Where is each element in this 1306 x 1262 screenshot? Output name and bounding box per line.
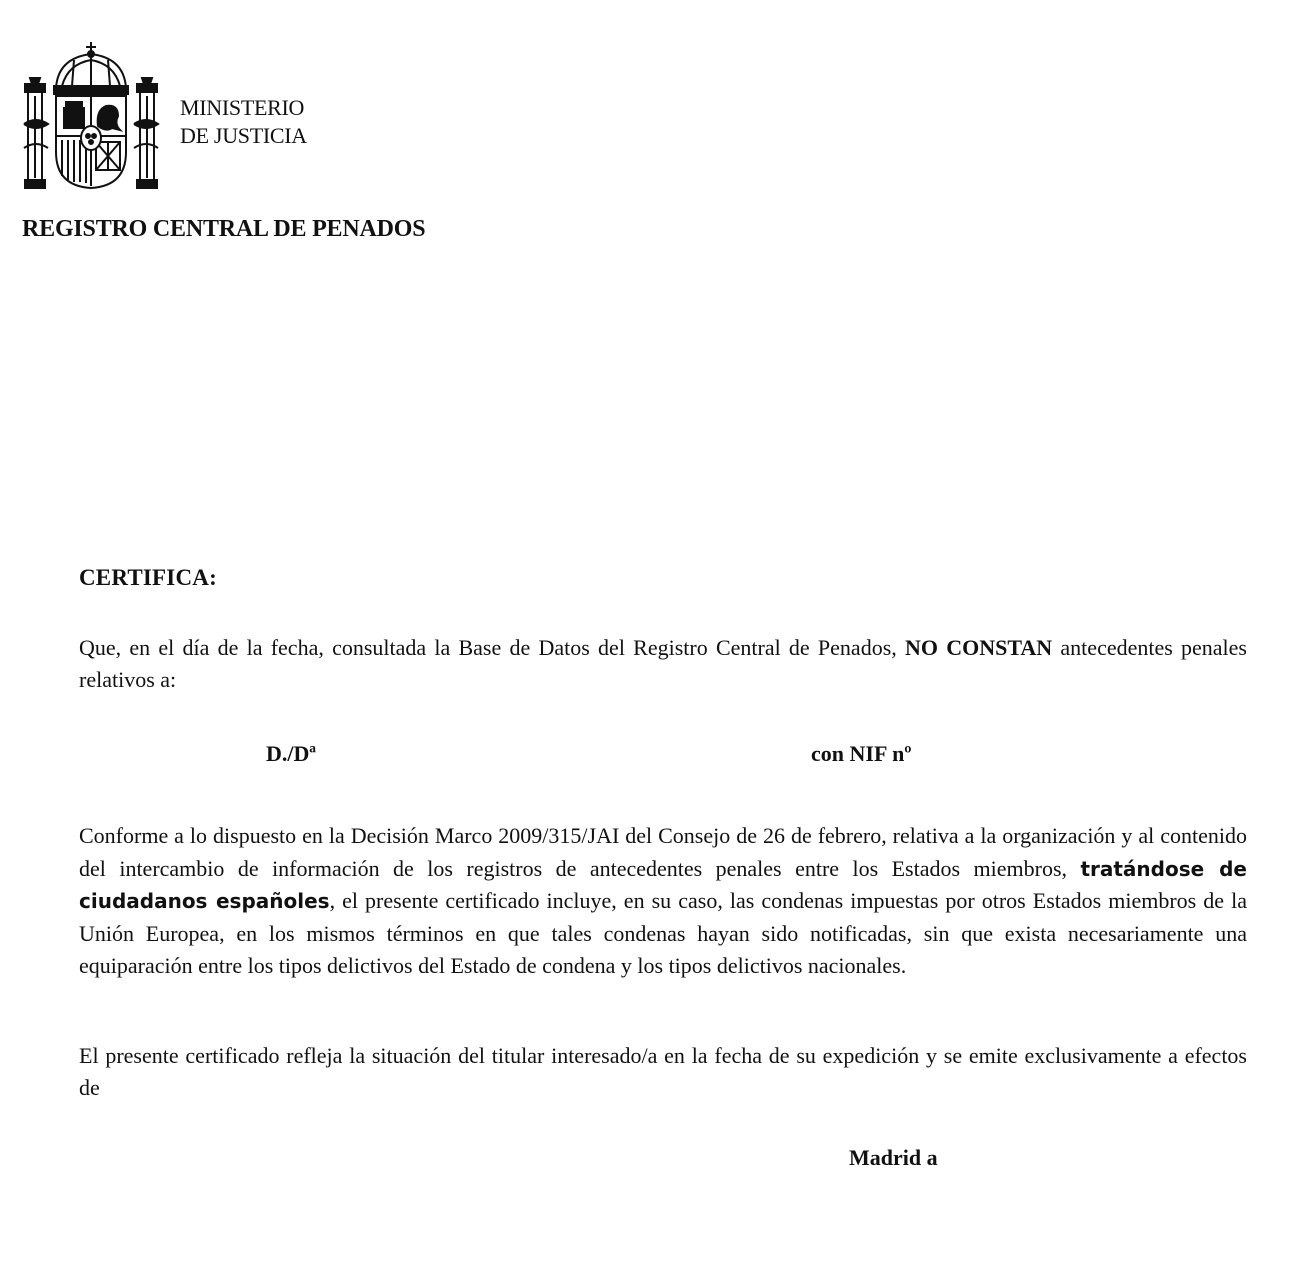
place-date-label: Madrid a: [849, 1145, 938, 1170]
paragraph-eu-framework: [79, 820, 1247, 983]
paragraph-1-text-a: Que, en el día de la fecha, consultada la Base de Datos del Registro Central de Penados,: [79, 635, 905, 660]
name-label: D./Dª: [266, 741, 316, 766]
paragraph-2-text-a: Conforme a lo dispuesto en la Decisión Marco 2009/315/JAI del Consejo de 26 de febrero, relativa a la organización y al contenido del intercambio de información de los registros de antecedentes penales entre los Estados miembros,: [79, 823, 1247, 881]
certifica-heading: CERTIFICA:: [79, 565, 217, 590]
paragraph-no-records: [79, 632, 1247, 696]
registry-title: REGISTRO CENTRAL DE PENADOS: [22, 216, 426, 242]
ministry-line-2: DE JUSTICIA: [180, 123, 307, 148]
ministry-name: [180, 94, 307, 150]
paragraph-1-text-b: antecedentes penales relativos a:: [79, 635, 1247, 692]
coat-of-arms-icon: [22, 40, 160, 190]
ministry-line-1: MINISTERIO: [180, 95, 305, 120]
paragraph-2-text-b: , el presente certificado incluye, en su caso, las condenas impuestas por otros Estados miembros de la Unión Europea, en los mismos términos en que tales condenas hayan sido notificadas, sin que exista necesariamente una equiparación entre los tipos delictivos del Estado de condena y los tipos delictivos nacionales.: [79, 888, 1247, 978]
nif-label: con NIF nº: [811, 741, 912, 766]
paragraph-purpose: El presente certificado refleja la situación del titular interesado/a en la fecha de su expedición y se emite exclusivamente a efectos de: [79, 1043, 1247, 1100]
paragraph-1-bold: NO CONSTAN: [905, 635, 1053, 660]
paragraph-2-bold: tratándose de ciudadanos españoles: [79, 856, 1247, 913]
